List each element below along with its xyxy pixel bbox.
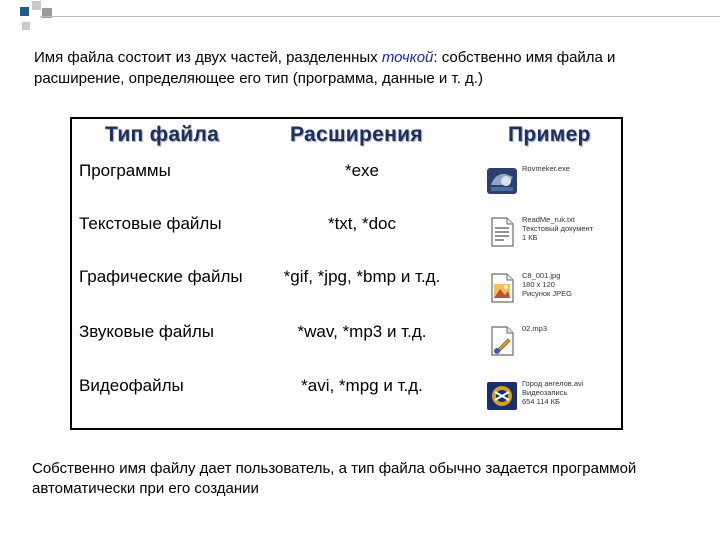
header-example: Пример <box>508 123 591 146</box>
example-file-label: 02.mp3 <box>522 324 548 333</box>
decor-square-blue <box>20 7 29 16</box>
row-extension: *avi, *mpg и т.д. <box>301 376 423 395</box>
row-extension: *exe <box>344 161 380 180</box>
example-thumbnail <box>486 322 616 362</box>
audio-file-icon <box>486 325 518 357</box>
example-thumbnail <box>486 377 616 417</box>
row-type: Программы <box>79 161 171 180</box>
example-thumbnail <box>486 162 616 202</box>
example-thumbnail <box>486 213 616 253</box>
top-divider <box>40 16 720 17</box>
row-type: Видеофайлы <box>79 376 184 395</box>
row-type: Графические файлы <box>79 267 243 286</box>
header-type: Тип файла <box>105 123 220 146</box>
program-icon <box>486 165 518 197</box>
row-type: Текстовые файлы <box>79 214 222 233</box>
row-type: Звуковые файлы <box>79 322 215 341</box>
header-extension: Расширения <box>290 123 423 146</box>
example-file-label: Город ангелов.avi Видеозапись 654 114 КБ <box>522 379 584 406</box>
example-file-label: Rovmeker.exe <box>522 164 570 173</box>
file-types-table <box>70 117 623 430</box>
example-file-label: C8_001.jpg 180 x 120 Рисунок JPEG <box>522 271 572 298</box>
image-file-icon <box>486 272 518 304</box>
example-thumbnail <box>486 269 616 309</box>
row-extension: *gif, *jpg, *bmp и т.д. <box>283 267 441 286</box>
example-file-label: ReadMe_ruk.txt Текстовый документ 1 КБ <box>522 215 594 242</box>
row-extension: *txt, *doc <box>327 214 397 233</box>
decor-square-grey <box>32 1 41 10</box>
decor-square-grey <box>22 22 30 30</box>
intro-italic: точкой <box>381 49 434 66</box>
outro-paragraph: Собственно имя файлу дает пользователь, а тип файла обычно задается программой автоматически при его создании <box>32 460 637 497</box>
text-document-icon <box>486 216 518 248</box>
video-file-icon <box>486 380 518 412</box>
intro-text: Имя файла состоит из двух частей, разделенных <box>34 49 382 66</box>
intro-paragraph <box>34 47 694 89</box>
row-extension: *wav, *mp3 и т.д. <box>297 322 427 341</box>
intro-text: : собственно имя файла и расширение, определяющее его тип (программа, данные и т. д.) <box>34 49 616 87</box>
